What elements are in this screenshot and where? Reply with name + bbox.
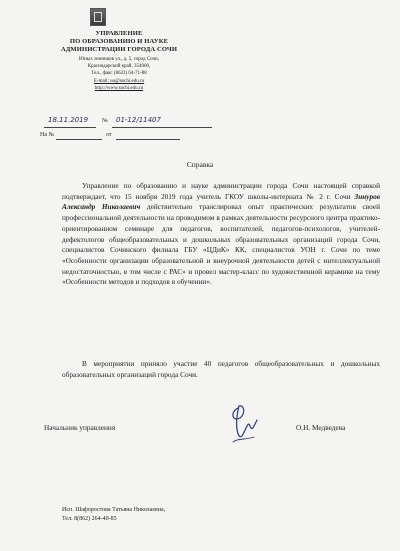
address-line: Юных ленинцев ул., д. 5, город Сочи, (79, 57, 159, 62)
main-paragraph (62, 181, 380, 288)
email-link[interactable]: E-mail: uo@sochi.edu.ru (93, 78, 145, 84)
registration-number: 01-12/11407 (116, 116, 161, 124)
organization-name (44, 30, 194, 54)
org-line: УПРАВЛЕНИЕ (95, 30, 143, 37)
participants-paragraph: В мероприятии приняло участие 40 педагогов общеобразовательных и дошкольных образовательных организаций города Сочи. (62, 359, 380, 379)
paragraph-text: действительно транслировал опыт практических результатов своей профессиональной деятельности на проводимом в рамках деятельности ресурсного центра практико-ориентированном семинаре для педагогов, воспитателей, педагогов-психологов, учителей-дефектологов общеобразовательных и дошкольных образовательных организаций города Сочи, специалистов Сочинского филиала ГБУ «ЦДиК» КК, специалистов УОН г. Сочи по теме «Особенности организации образовательной и внеурочной деятельности детей с интеллектуальной недостаточностью, в том числе с РАС» и провел мастер-класс по художественной керамике на тему «Особенности методов и подходов в обучении». (62, 202, 381, 287)
org-line: ПО ОБРАЗОВАНИЮ И НАУКЕ (69, 38, 169, 45)
registration-date: 18.11.2019 (48, 116, 89, 124)
website-link[interactable]: http://www.sochi.edu.ru (94, 85, 144, 91)
registration-line (40, 118, 230, 130)
handwritten-signature-icon (224, 396, 264, 446)
document-title: Справка (186, 160, 214, 169)
executor-name: Исп. Шафоростова Татьяна Николаевна, (62, 507, 166, 513)
reference-number-label: На № (40, 132, 55, 138)
coat-of-arms-icon (90, 8, 106, 26)
phone-line: Тел., факс (8622) 64-71-88 (91, 71, 147, 77)
organization-address (44, 56, 194, 92)
reference-line (40, 132, 230, 142)
teacher-name: Зинуров Александр Николаевич (62, 191, 381, 212)
reference-from-label: от (106, 132, 112, 138)
org-line: АДМИНИСТРАЦИИ ГОРОДА СОЧИ (60, 46, 178, 53)
signatory-position: Начальник управления (44, 423, 116, 432)
paragraph-text: Управление по образованию и науке администрации города Сочи настоящей справкой подтверждает, что 15 ноября 2019 года учитель ГКОУ школы-интерната № 2 г. Сочи (62, 181, 380, 201)
executor-info (62, 506, 165, 524)
address-line: Краснодарский край, 354000, (87, 64, 151, 70)
registration-number-label: № (102, 118, 108, 124)
signatory-name: О.Н. Медведева (296, 423, 346, 432)
executor-phone: Тел. 8(862) 264-40-85 (62, 516, 117, 522)
